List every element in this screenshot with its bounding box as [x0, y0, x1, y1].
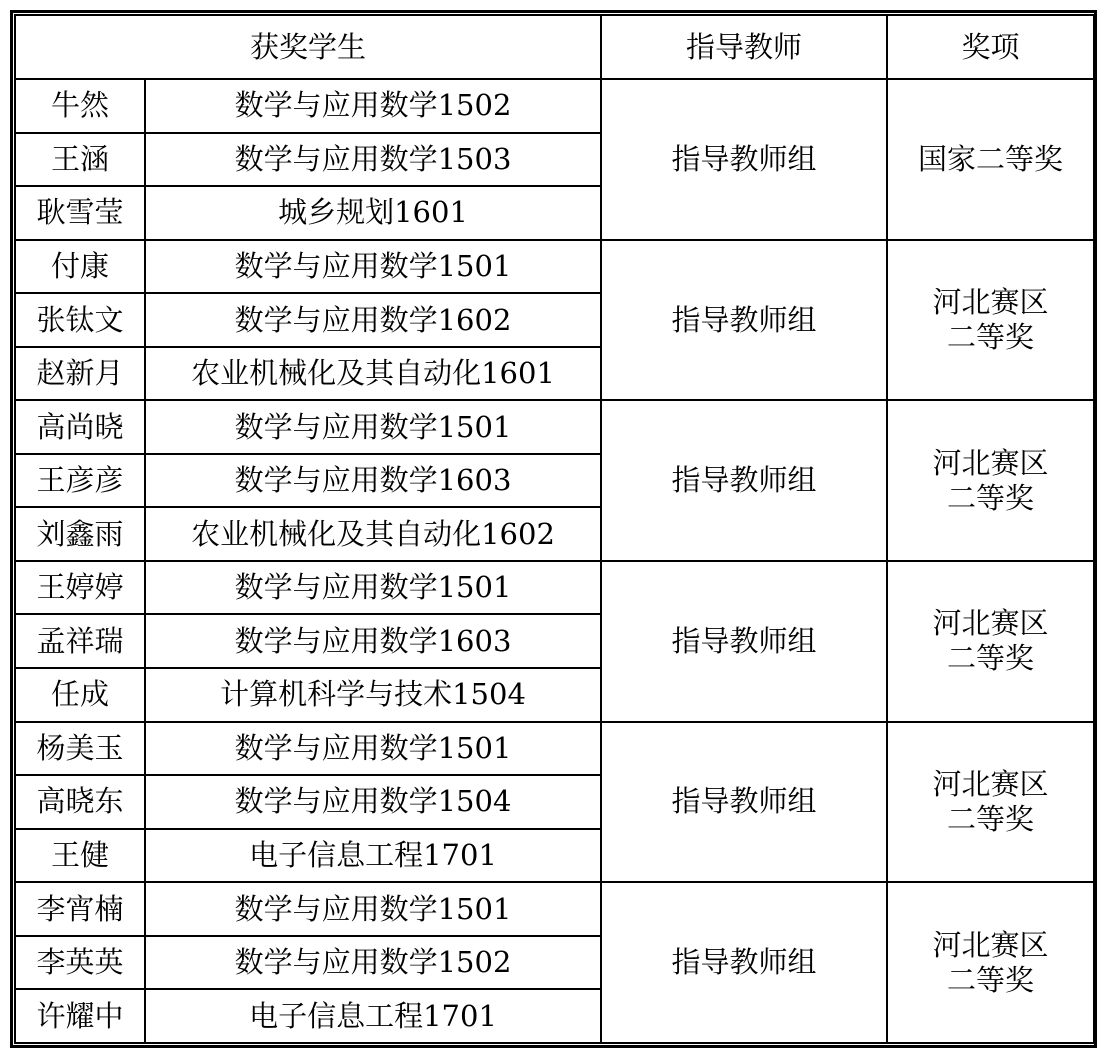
award-line: 二等奖: [947, 641, 1035, 676]
student-name: 任成: [15, 668, 145, 722]
student-name: 许耀中: [15, 989, 145, 1043]
award-line: 二等奖: [947, 480, 1035, 515]
student-name: 高晓东: [15, 775, 145, 829]
student-major: 数学与应用数学1501: [145, 240, 601, 294]
award-cell: [887, 722, 1094, 883]
student-major: 电子信息工程1701: [145, 989, 601, 1043]
student-name: 孟祥瑞: [15, 614, 145, 668]
table-row: [15, 240, 1094, 294]
student-name: 赵新月: [15, 347, 145, 401]
header-students: 获奖学生: [15, 15, 601, 79]
student-major: 数学与应用数学1602: [145, 293, 601, 347]
student-name: 耿雪莹: [15, 186, 145, 240]
student-major: 数学与应用数学1501: [145, 882, 601, 936]
award-line: 河北赛区: [932, 606, 1049, 641]
teacher-cell: 指导教师组: [601, 240, 887, 401]
student-major: 数学与应用数学1603: [145, 614, 601, 668]
student-major: 数学与应用数学1502: [145, 79, 601, 133]
student-major: 电子信息工程1701: [145, 829, 601, 883]
student-name: 王彦彦: [15, 454, 145, 508]
award-line: 二等奖: [947, 801, 1035, 836]
award-line: 国家二等奖: [918, 141, 1064, 176]
student-name: 付康: [15, 240, 145, 294]
award-cell: [887, 79, 1094, 240]
award-cell: [887, 561, 1094, 722]
student-name: 李英英: [15, 936, 145, 990]
student-major: 数学与应用数学1501: [145, 561, 601, 615]
student-major: 计算机科学与技术1504: [145, 668, 601, 722]
header-teacher: 指导教师: [601, 15, 887, 79]
award-line: 河北赛区: [932, 285, 1049, 320]
award-line: 河北赛区: [932, 445, 1049, 480]
student-major: 城乡规划1601: [145, 186, 601, 240]
header-row: [15, 15, 1094, 79]
student-name: 刘鑫雨: [15, 507, 145, 561]
teacher-cell: 指导教师组: [601, 882, 887, 1043]
award-cell: [887, 240, 1094, 401]
student-name: 王涵: [15, 133, 145, 187]
award-line: 河北赛区: [932, 927, 1049, 962]
student-name: 高尚晓: [15, 400, 145, 454]
student-major: 农业机械化及其自动化1601: [145, 347, 601, 401]
teacher-cell: 指导教师组: [601, 400, 887, 561]
header-award: 奖项: [887, 15, 1094, 79]
student-name: 王健: [15, 829, 145, 883]
award-line: 二等奖: [947, 319, 1035, 354]
table-row: [15, 400, 1094, 454]
student-name: 李宵楠: [15, 882, 145, 936]
teacher-cell: 指导教师组: [601, 561, 887, 722]
award-table: [14, 14, 1095, 1044]
teacher-cell: 指导教师组: [601, 722, 887, 883]
table-row: [15, 561, 1094, 615]
award-cell: [887, 882, 1094, 1043]
award-table-body: [15, 79, 1094, 1043]
table-row: [15, 722, 1094, 776]
student-major: 数学与应用数学1501: [145, 400, 601, 454]
student-major: 数学与应用数学1603: [145, 454, 601, 508]
student-major: 数学与应用数学1503: [145, 133, 601, 187]
table-row: [15, 79, 1094, 133]
table-row: [15, 882, 1094, 936]
student-major: 数学与应用数学1504: [145, 775, 601, 829]
student-major: 数学与应用数学1501: [145, 722, 601, 776]
student-name: 王婷婷: [15, 561, 145, 615]
student-name: 牛然: [15, 79, 145, 133]
award-line: 河北赛区: [932, 767, 1049, 802]
student-name: 杨美玉: [15, 722, 145, 776]
teacher-cell: 指导教师组: [601, 79, 887, 240]
student-major: 农业机械化及其自动化1602: [145, 507, 601, 561]
student-name: 张钛文: [15, 293, 145, 347]
award-line: 二等奖: [947, 962, 1035, 997]
student-major: 数学与应用数学1502: [145, 936, 601, 990]
award-cell: [887, 400, 1094, 561]
